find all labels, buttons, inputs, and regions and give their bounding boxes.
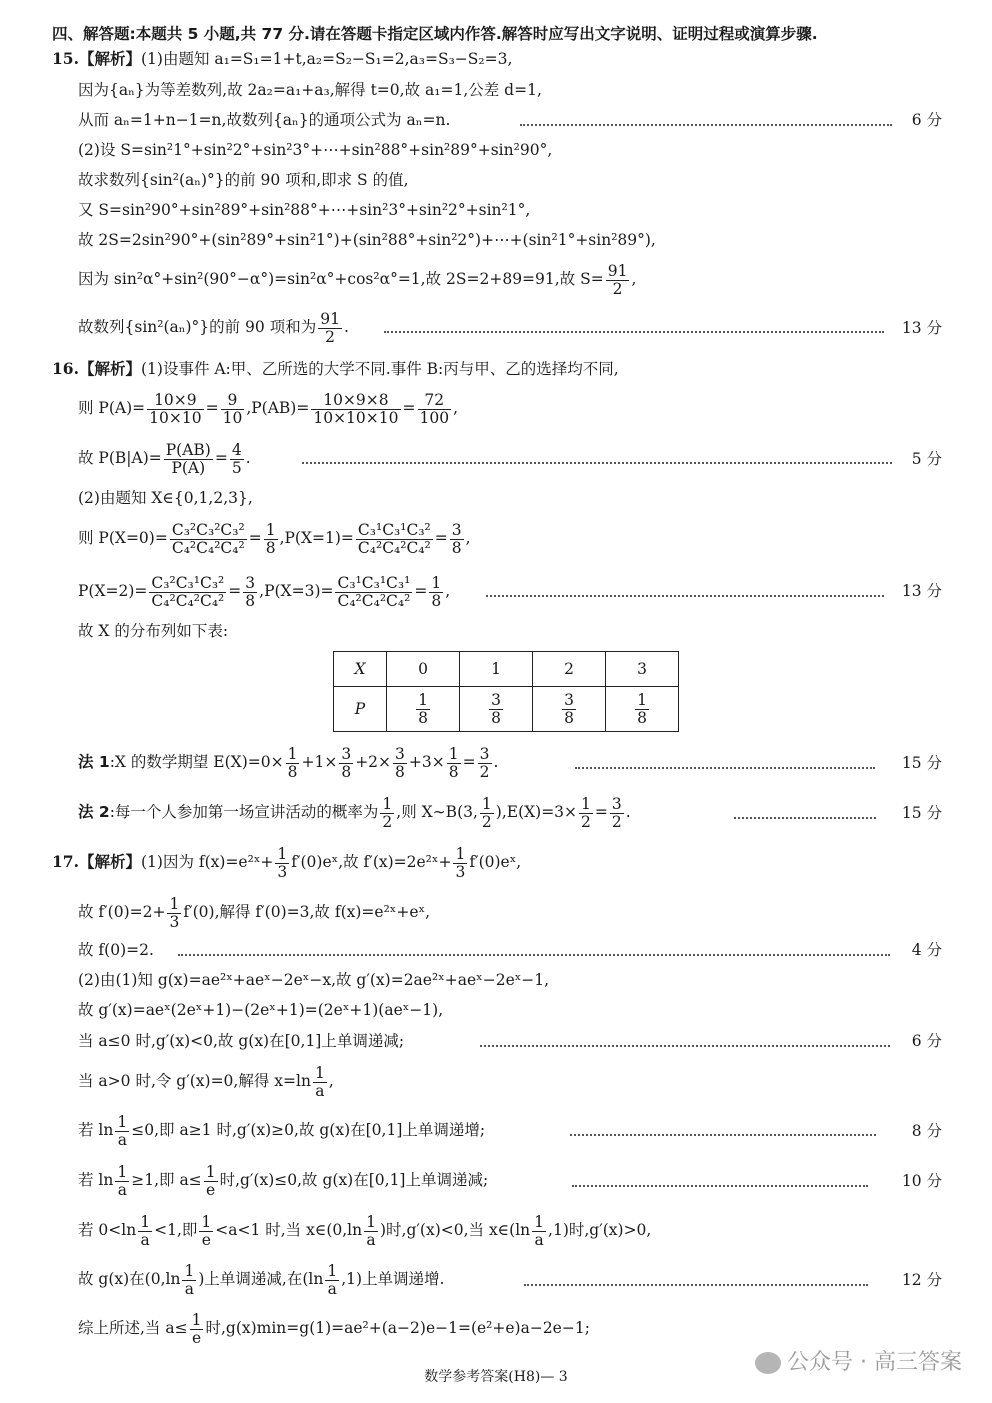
table-cell: P	[334, 687, 387, 732]
score-15: 15 分	[901, 754, 942, 772]
section-header: 四、解答题:本题共 5 小题,共 77 分.请在答题卡指定区域内作答.解答时应写出文字说明、证明过程或演算步骤.	[52, 25, 818, 43]
table-row	[334, 652, 679, 687]
table-row	[334, 687, 679, 732]
q17-line-10: 若 0<ln $\frac{1}{a}$ <1,即 $\frac{1}{e}$ <a<1 时,当 x∈(0,ln $\frac{1}{a}$ )时,g′(x)<0,当 x∈(ln $\frac{1}{a}$ ,1)时,g′(x)>0,	[78, 1212, 652, 1249]
score-4: 4 分	[911, 941, 942, 959]
score-10: 10 分	[901, 1172, 942, 1190]
watermark: 公众号 · 高三答案	[755, 1345, 962, 1376]
leader-dots	[734, 817, 876, 819]
distribution-table	[333, 651, 679, 732]
q15-line-3: 从而 aₙ=1+n−1=n,故数列{aₙ}的通项公式为 aₙ=n.	[78, 111, 451, 129]
q17-line-12: 综上所述,当 a≤ $\frac{1}{e}$ 时,g(x)min=g(1)=ae²+(a−2)e−1=(e²+e)a−2e−1;	[78, 1310, 590, 1347]
score-13: 13 分	[901, 319, 942, 337]
q15-line-9: 故数列{sin²(aₙ)°}的前 90 项和为 $\frac{91}{2}$ .	[78, 309, 349, 346]
q17-line-1: 17.【解析】(1)因为 f(x)=e²ˣ+ $\frac{1}{3}$ f′(0)eˣ,故 f′(x)=2e²ˣ+ $\frac{1}{3}$ f′(0)eˣ,	[52, 844, 522, 881]
table-cell: $\frac{3}{8}$	[533, 687, 606, 732]
q16-line-7: 故 X 的分布列如下表:	[78, 622, 229, 640]
leader-dots	[570, 1134, 876, 1136]
q15-line-1: 15.【解析】(1)由题知 a₁=S₁=1+t,a₂=S₂−S₁=2,a₃=S₃−S₂=3,	[52, 49, 513, 68]
table-cell: 1	[460, 652, 533, 687]
table-cell: $\frac{3}{8}$	[460, 687, 533, 732]
q15-line-2: 因为{aₙ}为等差数列,故 2a₂=a₁+a₃,解得 t=0,故 a₁=1,公差 d=1,	[78, 81, 542, 99]
score-8: 8 分	[911, 1122, 942, 1140]
q17-line-6: 当 a≤0 时,g′(x)<0,故 g(x)在[0,1]上单调递减;	[78, 1032, 405, 1050]
q15-line-8: 因为 sin²α°+sin²(90°−α°)=sin²α°+cos²α°=1,故 2S=2+89=91,故 S= $\frac{91}{2}$ ,	[78, 261, 637, 298]
table-cell: 3	[606, 652, 679, 687]
table-cell: $\frac{1}{8}$	[387, 687, 460, 732]
q15-line-7: 故 2S=2sin²90°+(sin²89°+sin²1°)+(sin²88°+sin²2°)+⋯+(sin²1°+sin²89°),	[78, 231, 656, 249]
q17-line-11: 故 g(x)在(0,ln $\frac{1}{a}$ )上单调递减,在(ln $\frac{1}{a}$ ,1)上单调递增.	[78, 1261, 445, 1298]
score-6: 6 分	[911, 1032, 942, 1050]
table-cell: $\frac{1}{8}$	[606, 687, 679, 732]
q17-line-2: 故 f′(0)=2+ $\frac{1}{3}$ f′(0),解得 f′(0)=3,故 f(x)=e²ˣ+eˣ,	[78, 894, 431, 931]
leader-dots	[178, 954, 890, 956]
score-6: 6 分	[911, 111, 942, 129]
score-5: 5 分	[911, 450, 942, 468]
q17-line-4: (2)由(1)知 g(x)=ae²ˣ+aeˣ−2eˣ−x,故 g′(x)=2ae²ˣ+aeˣ−2eˣ−1,	[78, 971, 550, 989]
leader-dots	[575, 767, 875, 769]
table-cell: 0	[387, 652, 460, 687]
q16-line-5: 则 P(X=0)= $\frac{\text{C₃²C₃²C₃²}}{\text{C₄²C₄²C₄²}}$ = $\frac{1}{8}$ ,P(X=1)= $\frac{\text{C₃¹C₃¹C₃²}}{\text{C₄²C₄²C₄²}}$ = $\frac{3}{8}$ ,	[78, 520, 471, 557]
q16-line-2: 则 P(A)= $\frac{10\times 9}{10\times 10}$ = $\frac{9}{10}$ ,P(AB)= $\frac{10\times 9\times 8}{10\times 10\times 10}$ = $\frac{72}{100}$ ,	[78, 390, 459, 427]
leader-dots	[384, 331, 884, 333]
q16-line-3: 故 P(B|A)= $\frac{P(AB)}{P(A)}$ = $\frac{4}{5}$ .	[78, 440, 251, 477]
q16-line-4: (2)由题知 X∈{0,1,2,3},	[78, 489, 253, 507]
q17-line-7: 当 a>0 时,令 g′(x)=0,解得 x=ln $\frac{1}{a}$ ,	[78, 1063, 334, 1100]
q16-line-1: 16.【解析】(1)设事件 A:甲、乙所选的大学不同.事件 B:丙与甲、乙的选择均不同,	[52, 359, 619, 378]
q16-method-2: 法 2:每一个人参加第一场宣讲活动的概率为 $\frac{1}{2}$ ,则 X∼B(3, $\frac{1}{2}$ ),E(X)=3× $\frac{1}{2}$ = $\frac{3}{2}$ .	[78, 794, 631, 831]
score-12: 12 分	[901, 1271, 942, 1289]
leader-dots	[486, 595, 884, 597]
leader-dots	[524, 1284, 868, 1286]
q17-line-3: 故 f(0)=2.	[78, 941, 154, 959]
leader-dots	[302, 462, 892, 464]
q15-line-5: 故求数列{sin²(aₙ)°}的前 90 项和,即求 S 的值,	[78, 171, 409, 189]
score-13: 13 分	[901, 582, 942, 600]
q15-line-6: 又 S=sin²90°+sin²89°+sin²88°+⋯+sin²3°+sin²2°+sin²1°,	[78, 201, 531, 219]
q16-line-6: P(X=2)= $\frac{\text{C₃²C₃¹C₃²}}{\text{C₄²C₄²C₄²}}$ = $\frac{3}{8}$ ,P(X=3)= $\frac{\text{C₃¹C₃¹C₃¹}}{\text{C₄²C₄²C₄²}}$ = $\frac{1}{8}$ ,	[78, 573, 451, 610]
q16-method-1: 法 1:X 的数学期望 E(X)=0× $\frac{1}{8}$ +1× $\frac{3}{8}$ +2× $\frac{3}{8}$ +3× $\frac{1}{8}$ = $\frac{3}{2}$ .	[78, 744, 499, 781]
q15-line-4: (2)设 S=sin²1°+sin²2°+sin²3°+⋯+sin²88°+sin²89°+sin²90°,	[78, 141, 553, 159]
leader-dots	[480, 1045, 890, 1047]
score-15: 15 分	[901, 804, 942, 822]
table-cell: 2	[533, 652, 606, 687]
q17-line-8: 若 ln $\frac{1}{a}$ ≤0,即 a≥1 时,g′(x)≥0,故 g(x)在[0,1]上单调递增;	[78, 1112, 486, 1149]
table-cell: X	[334, 652, 387, 687]
q17-line-5: 故 g′(x)=aeˣ(2eˣ+1)−(2eˣ+1)=(2eˣ+1)(aeˣ−1),	[78, 1001, 444, 1019]
page-footer: 数学参考答案(H8)— 3	[424, 1369, 568, 1385]
q17-line-9: 若 ln $\frac{1}{a}$ ≥1,即 a≤ $\frac{1}{e}$ 时,g′(x)≤0,故 g(x)在[0,1]上单调递减;	[78, 1162, 489, 1199]
leader-dots	[520, 124, 892, 126]
leader-dots	[572, 1185, 868, 1187]
